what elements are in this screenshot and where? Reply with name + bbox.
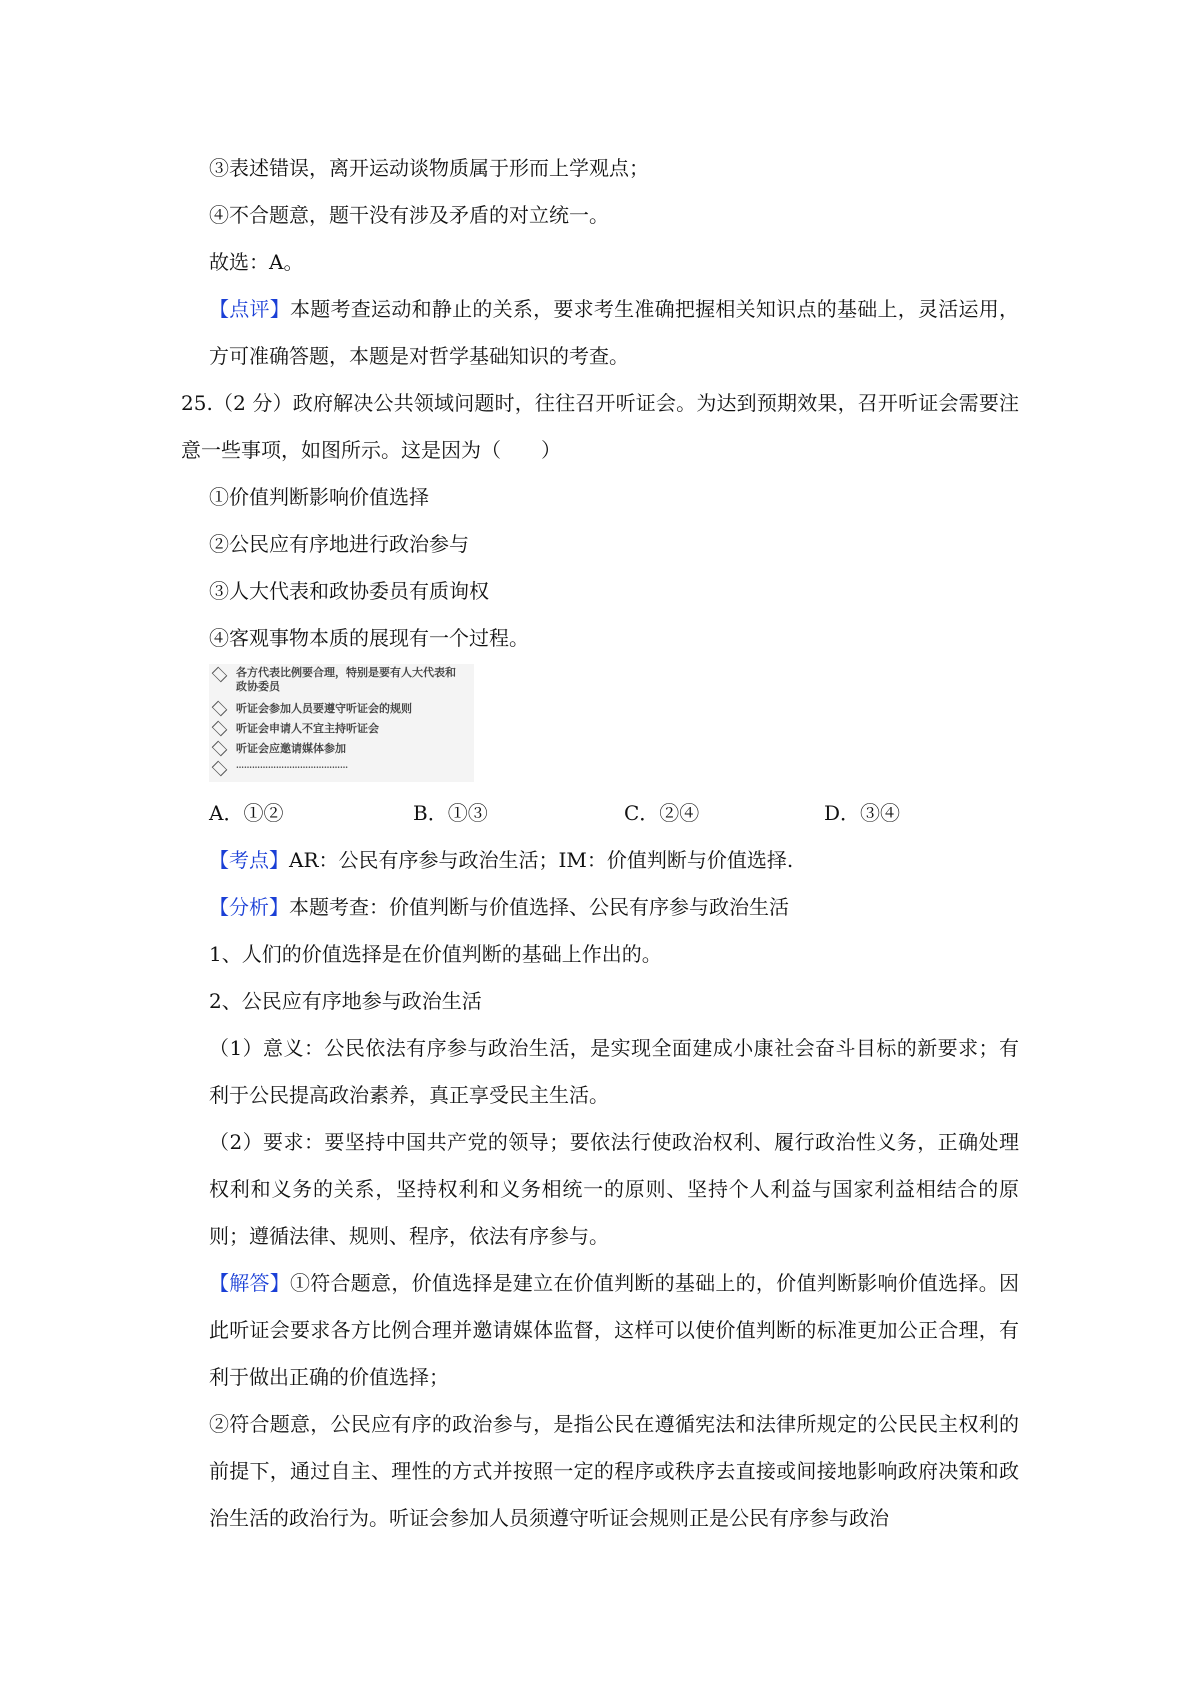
question-figure: 各方代表比例要合理，特别是要有人大代表和政协委员 听证会参加人员要遵守听证会的规则 听证会申请人不宜主持听证会 听证会应邀请媒体参加 …………………………………… (209, 664, 1019, 790)
comment-tag: 【点评】 (209, 297, 291, 321)
statement-item: ②公民应有序地进行政治参与 (209, 532, 469, 556)
text-paragraph: （1）意义：公民依法有序参与政治生活，是实现全面建成小康社会奋斗目标的新要求；有利于公民提高政治素养，真正享受民主生活。 (209, 1036, 1019, 1107)
answer-options (209, 790, 1019, 837)
text-paragraph: ②符合题意，公民应有序的政治参与，是指公民在遵循宪法和法律所规定的公民民主权利的前提下，通过自主、理性的方式并按照一定的程序或秩序去直接或间接地影响政府决策和政治生活的政治行为。听证会参加人员须遵守听证会规则正是公民有序参与政治 (209, 1412, 1019, 1530)
statement-item: ④客观事物本质的展现有一个过程。 (209, 626, 529, 650)
text-line: ③表述错误，离开运动谈物质属于形而上学观点； (209, 156, 649, 180)
answer-choice: 故选：A。 (209, 250, 304, 274)
option-b: B．①③ (413, 801, 488, 825)
diamond-icon (212, 701, 228, 717)
kaodian-line: 【考点】AR：公民有序参与政治生活；IM：价值判断与价值选择. (209, 848, 794, 872)
statement-item: ①价值判断影响价值选择 (209, 485, 429, 509)
statement-item: ③人大代表和政协委员有质询权 (209, 579, 489, 603)
fenxi-line: 【分析】本题考查：价值判断与价值选择、公民有序参与政治生活 (209, 895, 789, 919)
comment-paragraph: 【点评】本题考查运动和静止的关系，要求考生准确把握相关知识点的基础上，灵活运用，方可准确答题，本题是对哲学基础知识的考查。 (209, 297, 1020, 368)
text-line: ④不合题意，题干没有涉及矛盾的对立统一。 (209, 203, 609, 227)
jieda-paragraph: 【解答】①符合题意，价值选择是建立在价值判断的基础上的，价值判断影响价值选择。因此听证会要求各方比例合理并邀请媒体监督，这样可以使价值判断的标准更加公正合理，有利于做出正确的价值选择； (209, 1271, 1020, 1389)
text-line: 1、人们的价值选择是在价值判断的基础上作出的。 (209, 942, 662, 966)
text-paragraph: （2）要求：要坚持中国共产党的领导；要依法行使政治权利、履行政治性义务，正确处理权利和义务的关系，坚持权利和义务相统一的原则、坚持个人利益与国家利益相结合的原则；遵循法律、规则、程序，依法有序参与。 (209, 1130, 1019, 1248)
option-d: D．③④ (824, 801, 901, 825)
question-stem: 25.（2 分）政府解决公共领域问题时，往往召开听证会。为达到预期效果，召开听证会需要注意一些事项，如图所示。这是因为（ ） (181, 391, 1019, 462)
text-line: 2、公民应有序地参与政治生活 (209, 989, 482, 1013)
option-c: C．②④ (624, 801, 700, 825)
diamond-icon (212, 667, 228, 683)
diamond-icon (212, 761, 228, 777)
diamond-icon (212, 721, 228, 737)
option-a: A．①② (209, 801, 284, 825)
diamond-icon (212, 741, 228, 757)
